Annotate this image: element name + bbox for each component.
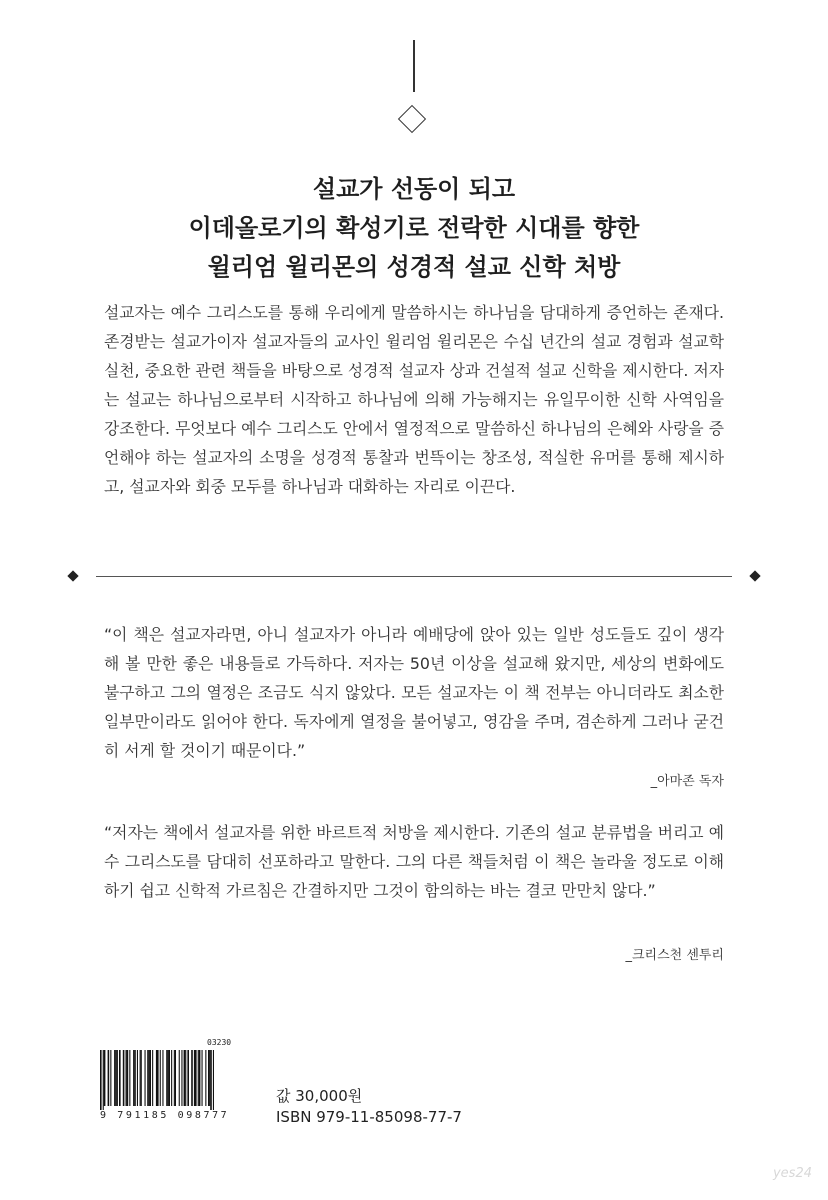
headline-line-3: 윌리엄 윌리몬의 성경적 설교 신학 처방 <box>207 253 621 281</box>
review-quote-2: “저자는 책에서 설교자를 위한 바르트적 처방을 제시한다. 기존의 설교 분류법을 버리고 예수 그리스도를 담대히 선포하라고 말한다. 그의 다른 책들처럼 이 책은 놀라울 정도로 이해하기 쉽고 신학적 가르침은 간결하지만 그것이 함의하는 바는 결코 만만치 않다.” <box>104 823 724 900</box>
barcode-bar <box>209 1050 210 1106</box>
barcode-bar <box>160 1050 161 1106</box>
barcode-bar <box>152 1050 153 1106</box>
barcode-bar <box>127 1050 129 1106</box>
barcode-bar <box>123 1050 125 1106</box>
divider-diamond-left-icon <box>67 570 78 581</box>
barcode-bar <box>195 1050 197 1106</box>
headline <box>0 170 828 287</box>
barcode-bar <box>110 1050 111 1106</box>
barcode-bar <box>100 1050 102 1110</box>
barcode-bar <box>198 1050 199 1106</box>
barcode-bar <box>194 1050 195 1106</box>
watermark: yes24 <box>772 1166 812 1181</box>
barcode-bar <box>119 1050 121 1106</box>
barcode-bar <box>141 1050 142 1106</box>
barcode-digits: 9 791185 098777 <box>100 1110 230 1121</box>
price: 값 30,000원 <box>276 1087 363 1105</box>
isbn: ISBN 979-11-85098-77-7 <box>276 1108 462 1126</box>
headline-line-2: 이데올로기의 확성기로 전락한 시대를 향한 <box>188 214 640 242</box>
section-divider <box>96 576 732 577</box>
barcode-bar <box>167 1050 168 1106</box>
barcode-bar <box>175 1050 176 1106</box>
barcode-bar <box>205 1050 206 1106</box>
barcode-bar <box>134 1050 136 1106</box>
barcode-bar <box>162 1050 163 1106</box>
barcode-bar <box>199 1050 201 1106</box>
barcode-bar <box>184 1050 186 1106</box>
barcode-bar <box>137 1050 138 1106</box>
barcode-bar <box>191 1050 193 1106</box>
divider-diamond-right-icon <box>749 570 760 581</box>
barcode-bar <box>156 1050 157 1106</box>
barcode-addon-number: 03230 <box>207 1038 232 1047</box>
barcode-bar <box>174 1050 175 1106</box>
top-vertical-line <box>413 40 415 92</box>
barcode-bar <box>149 1050 151 1106</box>
barcode-bar <box>168 1050 170 1106</box>
barcode-bar <box>145 1050 146 1106</box>
barcode-bar <box>181 1050 182 1106</box>
barcode-bar <box>185 1050 186 1106</box>
barcode-bar <box>108 1050 110 1106</box>
barcode-bar <box>187 1050 189 1106</box>
barcode-bar <box>202 1050 203 1106</box>
barcode-bar <box>157 1050 159 1106</box>
barcode-bar <box>103 1050 104 1110</box>
barcode-bar <box>171 1050 172 1106</box>
barcode-bar <box>104 1050 106 1106</box>
barcode-bar <box>179 1050 180 1106</box>
barcode-bar <box>210 1050 212 1110</box>
intro-paragraph: 설교자는 예수 그리스도를 통해 우리에게 말씀하시는 하나님을 담대하게 증언하는 존재다. 존경받는 설교가이자 설교자들의 교사인 윌리엄 윌리몬은 수십 년간의 설교 경험과 설교학 실천, 중요한 관련 책들을 바탕으로 성경적 설교자 상과 건설적 설교 신학을 제시한다. 저자는 설교는 하나님으로부터 시작하고 하나님에 의해 가능해지는 유일무이한 신학 사역임을 강조한다. 무엇보다 예수 그리스도 안에서 열정적으로 말씀하신 하나님의 은혜와 사랑을 증언해야 하는 설교자의 소명을 성경적 통찰과 번뜩이는 창조성, 적실한 유머를 통해 제시하고, 설교자와 회중 모두를 하나님과 대화하는 자리로 이끈다. <box>104 303 724 496</box>
diamond-ornament-icon <box>398 105 426 133</box>
price-block <box>276 1086 462 1128</box>
barcode-bar <box>129 1050 130 1106</box>
barcode-bar <box>133 1050 134 1106</box>
barcode-bar <box>117 1050 118 1106</box>
barcode-bar <box>213 1050 214 1110</box>
barcode-bar <box>166 1050 167 1106</box>
headline-line-1: 설교가 선동이 되고 <box>312 175 516 203</box>
barcode-bar <box>148 1050 149 1106</box>
barcode-bar <box>114 1050 115 1106</box>
barcode-bar <box>126 1050 127 1106</box>
review-source-2: _크리스천 센투리 <box>625 948 724 963</box>
barcode-bar <box>147 1050 148 1106</box>
barcode <box>100 1050 260 1110</box>
barcode-bar <box>208 1050 209 1106</box>
review-quote-1: “이 책은 설교자라면, 아니 설교자가 아니라 예배당에 앉아 있는 일반 성도들도 깊이 생각해 볼 만한 좋은 내용들로 가득하다. 저자는 50년 이상을 설교해 왔지만, 세상의 변화에도 불구하고 그의 열정은 조금도 식지 않았다. 모든 설교자는 이 책 전부는 아니더라도 최소한 일부만이라도 읽어야 한다. 독자에게 열정을 불어넣고, 영감을 주며, 겸손하게 그러나 굳건히 서게 할 것이기 때문이다.” <box>104 625 724 760</box>
barcode-bar <box>115 1050 117 1106</box>
barcode-bar <box>140 1050 141 1106</box>
review-source-1: _아마존 독자 <box>650 774 724 789</box>
